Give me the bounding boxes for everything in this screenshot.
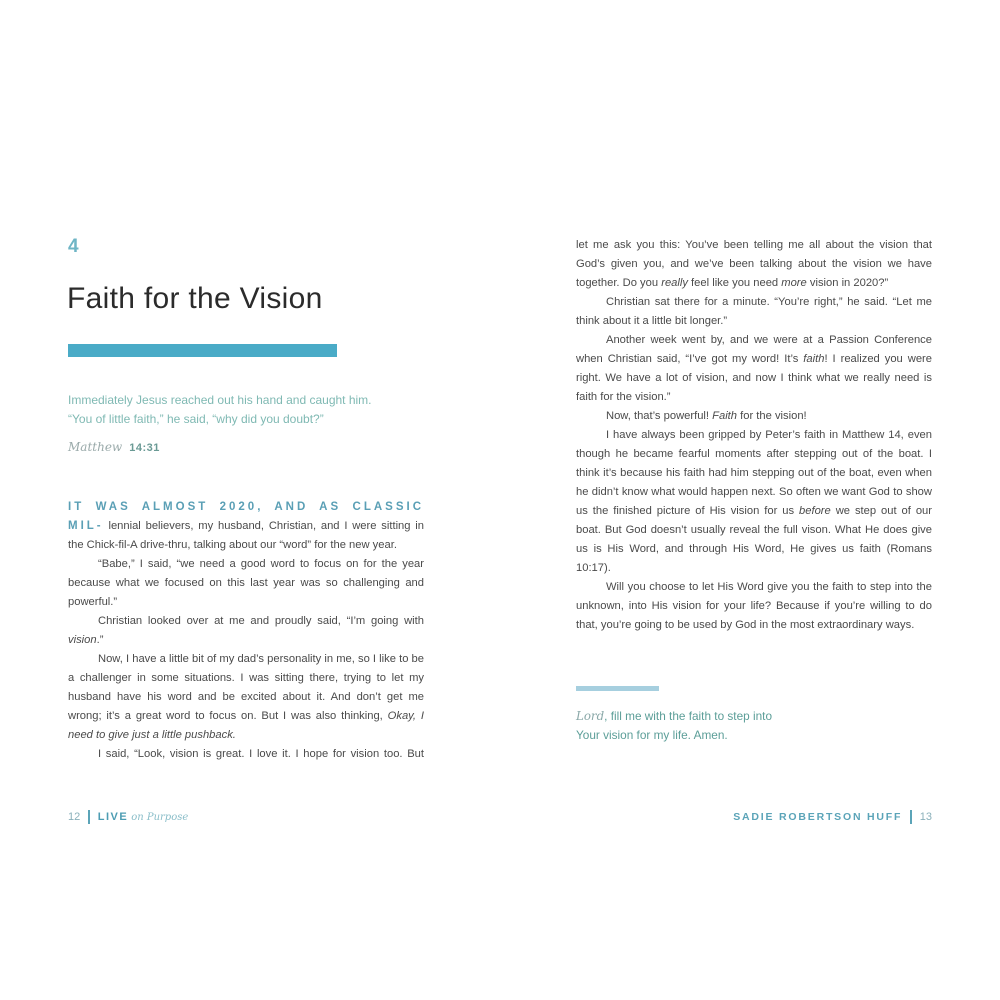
epigraph-line-2: “You of little faith,” he said, “why did you doubt?” [68,412,324,426]
epigraph-line-1: Immediately Jesus reached out his hand and caught him. [68,393,372,407]
left-body-text [68,498,424,764]
lead-in-caps: IT WAS ALMOST 2020, AND AS CLASSIC MIL- [68,501,424,532]
book-title-brand: LIVE [97,811,129,823]
prayer-line-2: Your vision for my life. Amen. [576,728,728,742]
paragraph: Now, I have a little bit of my dad’s personality in me, so I like to be a challenger in some situations. I was sitting there, trying to let my husband have his word and be excited about it. And don’t get me wrong; it’s a great word to focus on. But I was also thinking, Okay, I need to give just a little pushback. [68,653,425,741]
chapter-title: Faith for the Vision [67,282,323,315]
paragraph: Christian looked over at me and proudly said, “I’m going with vision.” [68,615,424,646]
paragraph: Christian sat there for a minute. “You’re right,” he said. “Let me think about it a little bit longer.” [576,296,932,327]
epigraph-quote [68,391,428,429]
left-footer [68,810,188,824]
paragraph: I said, “Look, vision is great. I love it. I hope for vision too. But [98,748,424,760]
prayer-script-word: Lord [576,709,605,723]
title-accent-bar [68,344,337,357]
right-page [500,0,1000,1000]
paragraph: Will you choose to let His Word give you the faith to step into the unknown, into His vision for your life? Because if you’re willing to do that, you’re going to be used by God in the most extraordinary ways. [576,581,932,631]
page-number: 13 [919,811,932,823]
closing-prayer [576,707,836,745]
book-title-script: on Purpose [131,811,189,823]
author-name: SADIE ROBERTSON HUFF [733,811,903,823]
prayer-accent-bar [576,686,659,691]
paragraph: I have always been gripped by Peter’s faith in Matthew 14, even though he became fearful moments after stepping out of the boat. I think it’s because his faith had him stepping out of the boat, even when he didn’t know what would happen next. So often we want God to show us the finished picture of His vision for us before we step out of our boat. But God doesn’t usually reveal the full vison. What He does give us is His Word, and through His Word, He gives us faith (Romans 10:17). [576,429,932,574]
paragraph: Now, that’s powerful! Faith for the vision! [606,410,807,422]
prayer-line-1: Lord, fill me with the faith to step into [576,709,772,723]
footer-divider [910,810,912,824]
paragraph: “Babe,” I said, “we need a good word to focus on for the year because what we focused on this last year was so challenging and powerful.” [68,558,424,608]
paragraph: let me ask you this: You’ve been telling me all about the vision that God’s given you, and we’ve been talking about the vision we have together. Do you really feel like you need more vision in 2020?” [576,239,932,289]
right-body-text [576,236,932,635]
paragraph: Another week went by, and we were at a Passion Conference when Christian said, “I’ve got my word! It’s faith! I realized you were right. We have a lot of vision, and now I think what we really need is faith for the vision.” [576,334,932,403]
footer-divider [88,810,90,824]
epigraph-verse: 14:31 [129,442,160,454]
page-number: 12 [68,811,81,823]
chapter-number: 4 [68,236,79,257]
epigraph-book: Matthew [68,440,123,454]
right-footer [733,810,932,824]
paragraph: IT WAS ALMOST 2020, AND AS CLASSIC MIL- lennial believers, my husband, Christian, and I were sitting in the Chick-fil-A drive-thru, talking about our “word” for the new year. [68,501,425,551]
epigraph-reference [68,440,160,454]
